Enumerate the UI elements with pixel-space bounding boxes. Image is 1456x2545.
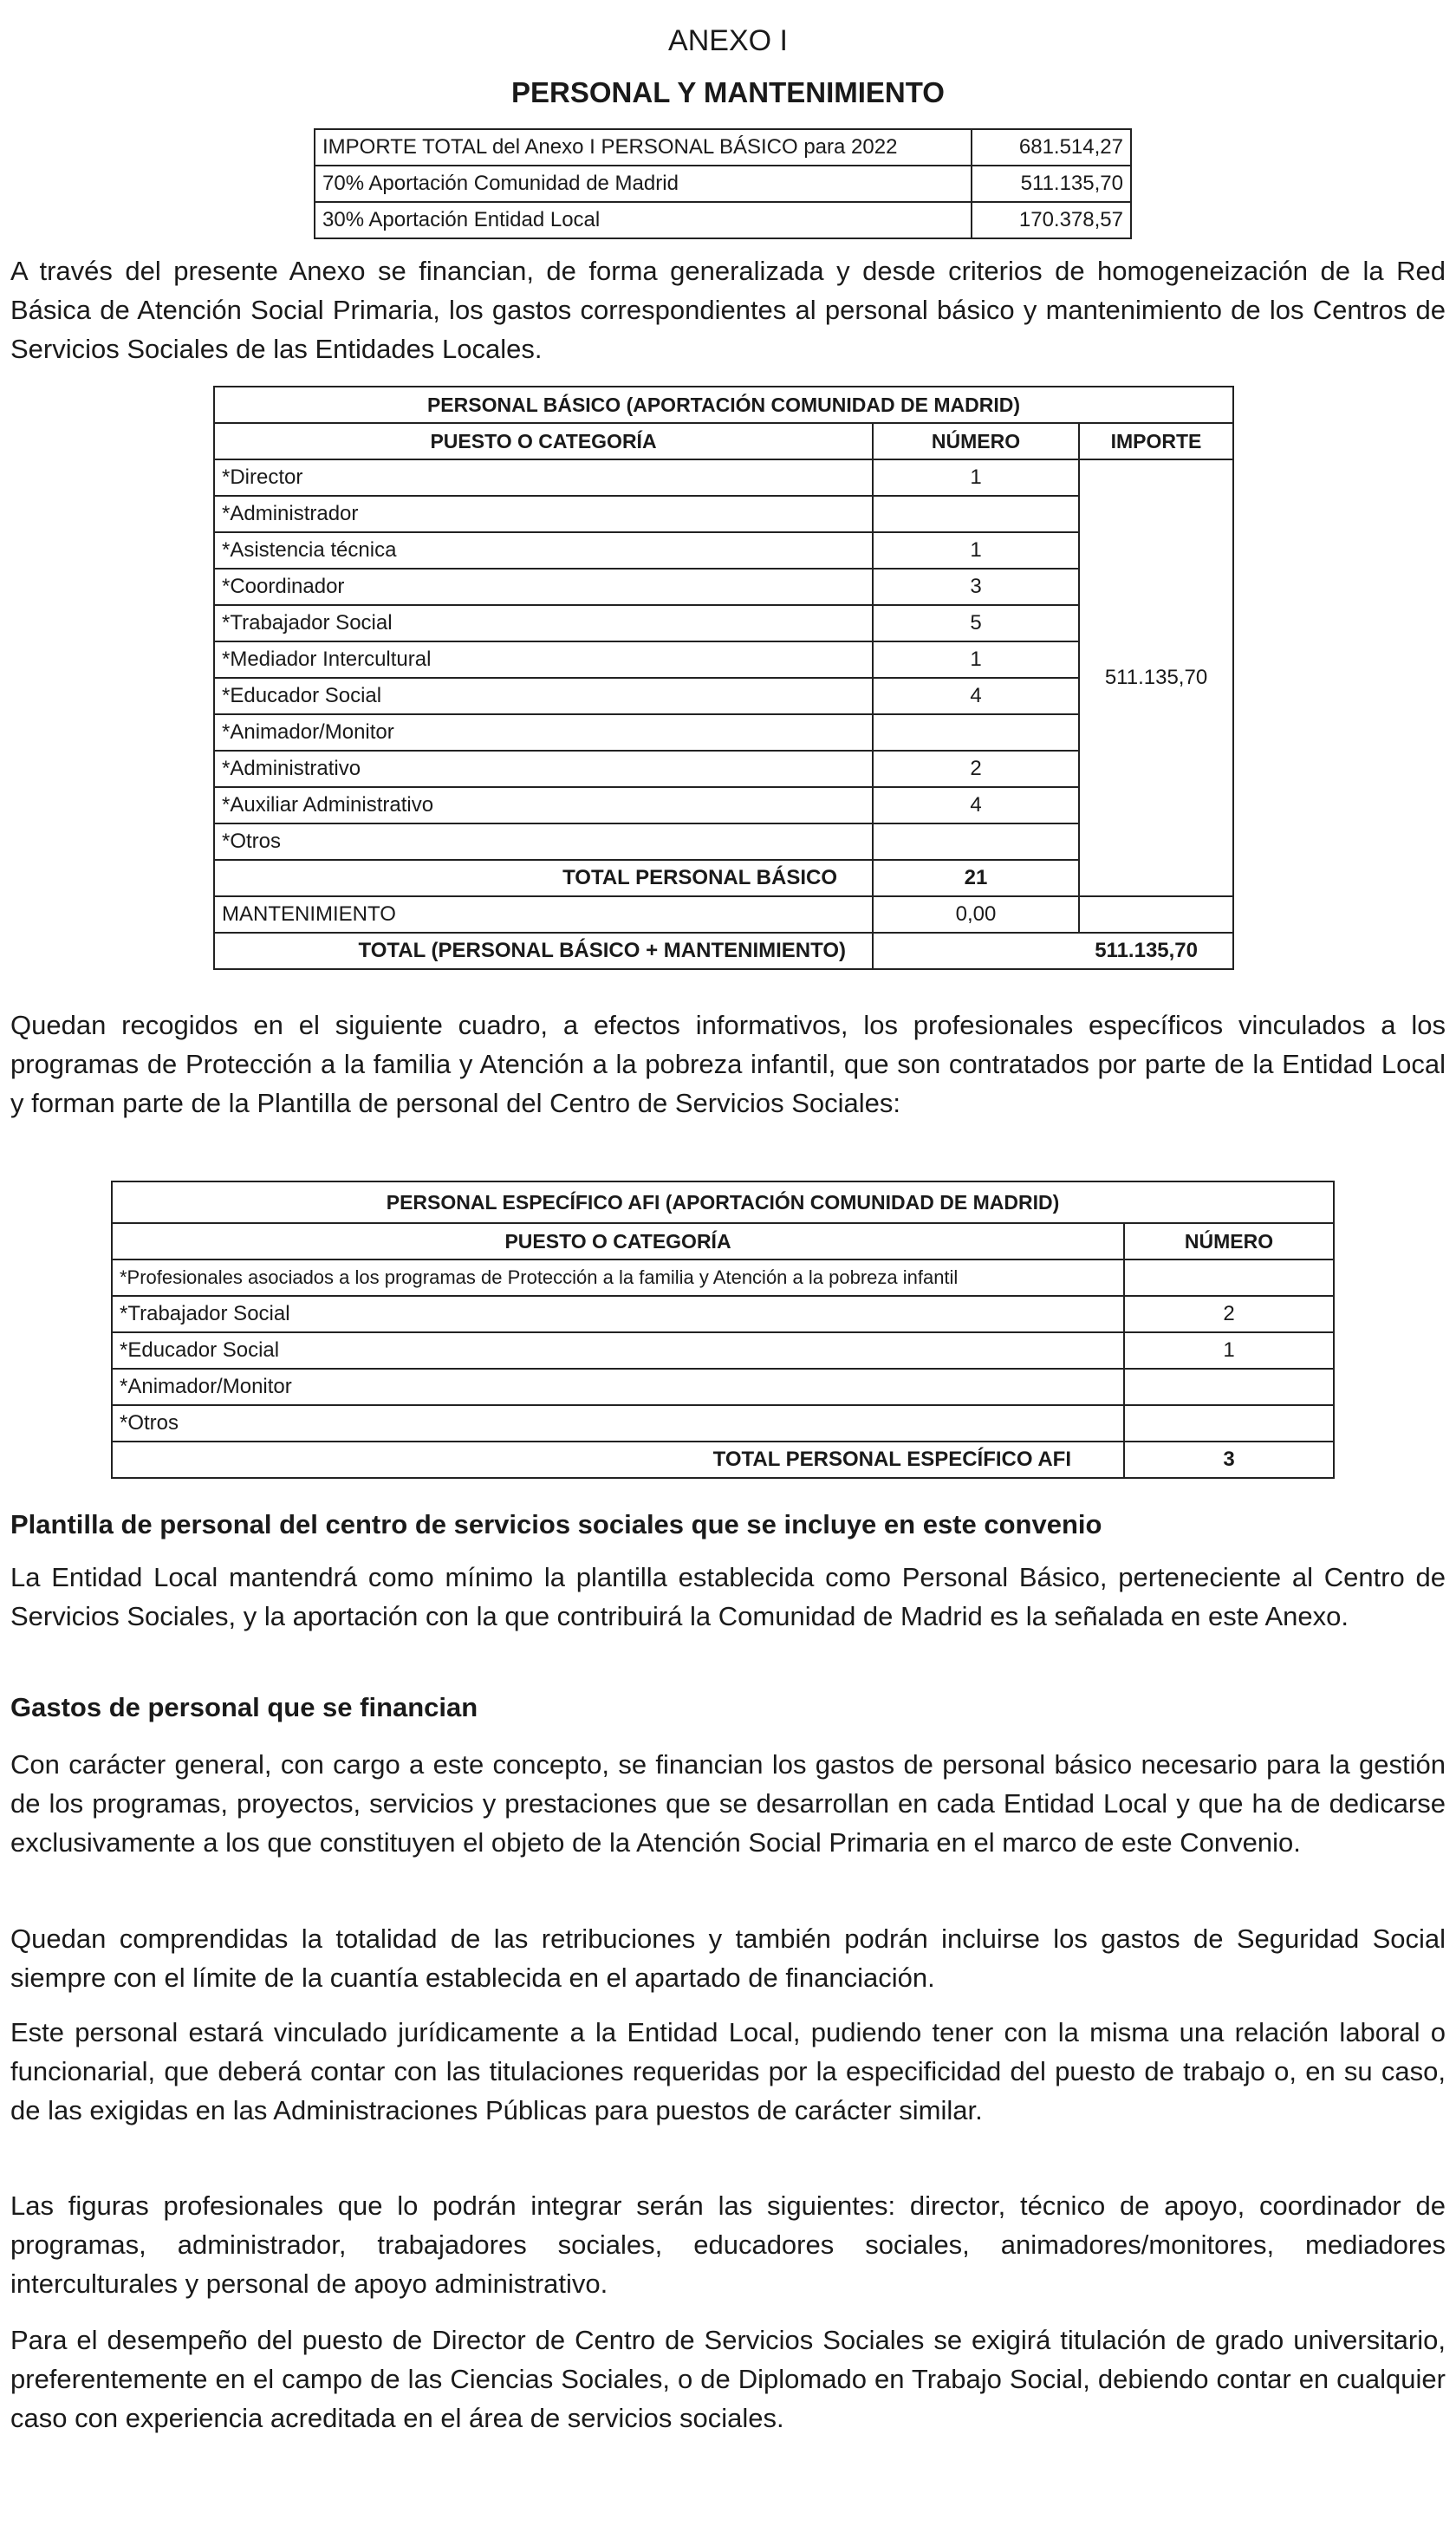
section-paragraph: Quedan comprendidas la totalidad de las retribuciones y también podrán incluirse los gastos de Seguridad Social siempre con el límite de la cuantía establecida en el apartado de financiación. — [10, 1923, 1446, 1993]
row-number: 1 — [873, 641, 1079, 678]
maintenance-label: MANTENIMIENTO — [214, 896, 873, 933]
table-row — [315, 129, 1131, 166]
row-number: 4 — [873, 678, 1079, 714]
row-number — [873, 496, 1079, 532]
afi-col-category-header: PUESTO O CATEGORÍA — [112, 1223, 1124, 1259]
page-title: PERSONAL Y MANTENIMIENTO — [511, 76, 945, 108]
maintenance-value: 0,00 — [873, 896, 1079, 933]
table-row — [315, 202, 1131, 238]
row-number — [873, 823, 1079, 860]
section-heading-gastos: Gastos de personal que se financian — [10, 1692, 478, 1722]
afi-row-category: *Otros — [112, 1405, 1124, 1442]
section-paragraph: Con carácter general, con cargo a este concepto, se financian los gastos de personal básico necesario para la gestión de los programas, proyectos, servicios y prestaciones que se desarrollan en cada Entidad Local y que ha de dedicarse exclusivamente a los que constituyen el objeto de la Atención Social Primaria en el marco de este Convenio. — [10, 1749, 1446, 1858]
row-category: *Administrativo — [214, 751, 873, 787]
section-paragraph: Para el desempeño del puesto de Director de Centro de Servicios Sociales se exigirá titulación de grado universitario, preferentemente en el campo de las Ciencias Sociales, o de Diplomado en Trabajo Social, debiendo contar en cualquier caso con experiencia acreditada en el área de servicios sociales. — [10, 2325, 1446, 2433]
afi-row-number: 2 — [1124, 1296, 1334, 1332]
row-category: *Coordinador — [214, 569, 873, 605]
row-category: *Director — [214, 459, 873, 496]
total-basic-number: 21 — [873, 860, 1079, 896]
row-category: *Educador Social — [214, 678, 873, 714]
afi-row-number — [1124, 1259, 1334, 1296]
row-category: *Asistencia técnica — [214, 532, 873, 569]
total-row — [112, 1442, 1334, 1478]
afi-total-label: TOTAL PERSONAL ESPECÍFICO AFI — [112, 1442, 1124, 1478]
afi-row-number — [1124, 1369, 1334, 1405]
row-number: 3 — [873, 569, 1079, 605]
table-row — [315, 166, 1131, 202]
basic-amount: 511.135,70 — [1079, 459, 1233, 896]
row-category: *Animador/Monitor — [214, 714, 873, 751]
basic-personnel-table — [213, 386, 1234, 970]
section-heading-plantilla: Plantilla de personal del centro de servicios sociales que se incluye en este convenio — [10, 1509, 1102, 1539]
summary-value: 511.135,70 — [972, 166, 1131, 202]
afi-row-number: 1 — [1124, 1332, 1334, 1369]
table-row — [112, 1296, 1334, 1332]
table-row — [112, 1369, 1334, 1405]
row-category: *Mediador Intercultural — [214, 641, 873, 678]
afi-row-category: *Profesionales asociados a los programas de Protección a la familia y Atención a la pobreza infantil — [112, 1259, 1124, 1296]
annex-label: ANEXO I — [668, 24, 788, 57]
table-row — [112, 1405, 1334, 1442]
grand-total-row — [214, 933, 1233, 969]
summary-label: 30% Aportación Entidad Local — [315, 202, 972, 238]
total-basic-label: TOTAL PERSONAL BÁSICO — [214, 860, 873, 896]
row-number: 4 — [873, 787, 1079, 823]
section-paragraph: Las figuras profesionales que lo podrán integrar serán las siguientes: director, técnico de apoyo, coordinador de programas, administrador, trabajadores sociales, educadores sociales, animadores/monitores, mediadores interculturales y personal de apoyo administrativo. — [10, 2190, 1446, 2299]
row-number — [873, 714, 1079, 751]
basic-table-title: PERSONAL BÁSICO (APORTACIÓN COMUNIDAD DE MADRID) — [214, 387, 1233, 423]
afi-table-title: PERSONAL ESPECÍFICO AFI (APORTACIÓN COMUNIDAD DE MADRID) — [112, 1181, 1334, 1223]
summary-value: 170.378,57 — [972, 202, 1131, 238]
summary-label: IMPORTE TOTAL del Anexo I PERSONAL BÁSICO para 2022 — [315, 129, 972, 166]
table-row — [112, 1332, 1334, 1369]
row-category: *Auxiliar Administrativo — [214, 787, 873, 823]
row-number: 5 — [873, 605, 1079, 641]
row-category: *Otros — [214, 823, 873, 860]
afi-row-category: *Educador Social — [112, 1332, 1124, 1369]
section-paragraph-plantilla: La Entidad Local mantendrá como mínimo la plantilla establecida como Personal Básico, perteneciente al Centro de Servicios Sociales, y la aportación con la que contribuirá la Comunidad de Madrid es la señalada en este Anexo. — [10, 1562, 1446, 1631]
summary-label: 70% Aportación Comunidad de Madrid — [315, 166, 972, 202]
afi-row-category: *Trabajador Social — [112, 1296, 1124, 1332]
table-row — [214, 459, 1233, 496]
grand-total-label: TOTAL (PERSONAL BÁSICO + MANTENIMIENTO) — [214, 933, 873, 969]
table-row — [112, 1259, 1334, 1296]
row-category: *Trabajador Social — [214, 605, 873, 641]
maintenance-row — [214, 896, 1233, 933]
row-number: 1 — [873, 532, 1079, 569]
row-number: 1 — [873, 459, 1079, 496]
col-number-header: NÚMERO — [873, 423, 1079, 459]
afi-total-number: 3 — [1124, 1442, 1334, 1478]
maintenance-empty-cell — [1079, 896, 1233, 933]
col-category-header: PUESTO O CATEGORÍA — [214, 423, 873, 459]
afi-row-number — [1124, 1405, 1334, 1442]
afi-row-category: *Animador/Monitor — [112, 1369, 1124, 1405]
col-amount-header: IMPORTE — [1079, 423, 1233, 459]
intro-paragraph: A través del presente Anexo se financian, de forma generalizada y desde criterios de homogeneización de la Red Básica de Atención Social Primaria, los gastos correspondientes al personal básico y mantenimiento de los Centros de Servicios Sociales de las Entidades Locales. — [10, 256, 1446, 364]
afi-paragraph: Quedan recogidos en el siguiente cuadro, a efectos informativos, los profesionales específicos vinculados a los programas de Protección a la familia y Atención a la pobreza infantil, que son contratados por parte de la Entidad Local y forman parte de la Plantilla de personal del Centro de Servicios Sociales: — [10, 1010, 1446, 1118]
afi-col-number-header: NÚMERO — [1124, 1223, 1334, 1259]
grand-total-value: 511.135,70 — [873, 933, 1233, 969]
summary-table — [314, 128, 1132, 239]
row-category: *Administrador — [214, 496, 873, 532]
summary-value: 681.514,27 — [972, 129, 1131, 166]
section-paragraph: Este personal estará vinculado jurídicamente a la Entidad Local, pudiendo tener con la misma una relación laboral o funcionarial, que deberá contar con las titulaciones requeridas por la especificidad del puesto de trabajo o, en su caso, de las exigidas en las Administraciones Públicas para puestos de carácter similar. — [10, 2017, 1446, 2125]
row-number: 2 — [873, 751, 1079, 787]
afi-personnel-table — [111, 1181, 1335, 1479]
